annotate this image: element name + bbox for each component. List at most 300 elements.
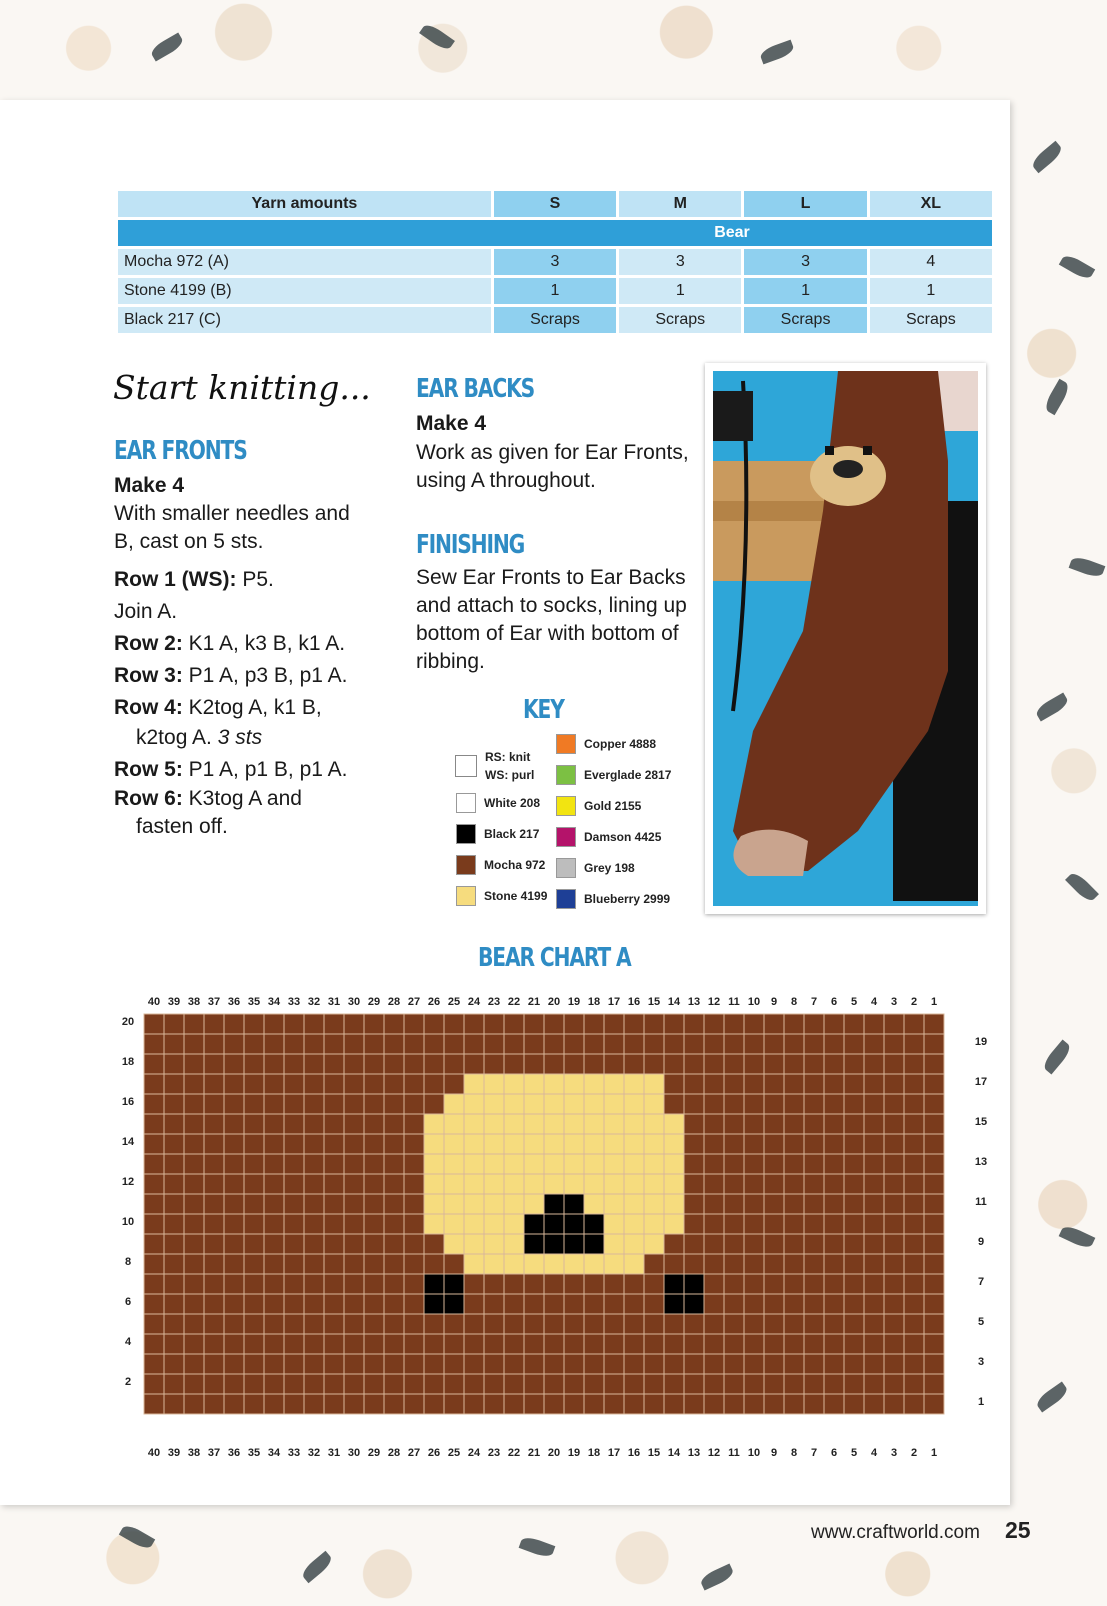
row-text: K2tog A, k1 B,	[182, 696, 322, 719]
chart-cell	[804, 1254, 824, 1274]
blank-swatch	[455, 755, 477, 777]
column-number: 32	[307, 996, 321, 1008]
chart-cell	[784, 1294, 804, 1314]
chart-cell	[164, 1114, 184, 1134]
chart-cell	[444, 1114, 464, 1134]
chart-cell	[184, 1094, 204, 1114]
chart-cell	[824, 1254, 844, 1274]
chart-cell	[484, 1214, 504, 1234]
chart-cell	[844, 1214, 864, 1234]
chart-cell	[844, 1394, 864, 1414]
table-band-row	[118, 220, 992, 246]
chart-cell	[144, 1254, 164, 1274]
chart-cell	[464, 1254, 484, 1274]
page-number: 25	[1005, 1517, 1031, 1543]
chart-cell	[184, 1234, 204, 1254]
chart-cell	[884, 1134, 904, 1154]
chart-cell	[844, 1054, 864, 1074]
chart-cell	[364, 1294, 384, 1314]
chart-cell	[524, 1334, 544, 1354]
key-rs-label: RS: knit	[485, 750, 531, 764]
chart-cell	[584, 1074, 604, 1094]
chart-cell	[444, 1154, 464, 1174]
chart-cell	[264, 1174, 284, 1194]
chart-cell	[744, 1174, 764, 1194]
chart-cell	[324, 1174, 344, 1194]
chart-cell	[844, 1174, 864, 1194]
chart-cell	[304, 1054, 324, 1074]
chart-cell	[684, 1274, 704, 1294]
chart-cell	[564, 1234, 584, 1254]
chart-cell	[364, 1274, 384, 1294]
chart-cell	[764, 1354, 784, 1374]
table-cell: Scraps	[619, 307, 741, 333]
chart-cell	[244, 1354, 264, 1374]
chart-cell	[304, 1014, 324, 1034]
chart-cell	[684, 1234, 704, 1254]
chart-cell	[484, 1114, 504, 1134]
chart-cell	[324, 1254, 344, 1274]
chart-cell	[204, 1294, 224, 1314]
chart-cell	[184, 1034, 204, 1054]
chart-cell	[644, 1074, 664, 1094]
chart-cell	[424, 1014, 444, 1034]
chart-cell	[844, 1354, 864, 1374]
chart-cell	[924, 1334, 944, 1354]
chart-cell	[204, 1134, 224, 1154]
chart-cell	[724, 1154, 744, 1174]
chart-cell	[804, 1134, 824, 1154]
chart-cell	[624, 1394, 644, 1414]
chart-cell	[644, 1134, 664, 1154]
chart-cell	[264, 1134, 284, 1154]
chart-cell	[544, 1234, 564, 1254]
chart-cell	[704, 1354, 724, 1374]
chart-cell	[584, 1314, 604, 1334]
chart-cell	[324, 1274, 344, 1294]
pattern-row	[114, 662, 347, 690]
chart-cell	[304, 1034, 324, 1054]
chart-cell	[904, 1214, 924, 1234]
chart-cell	[624, 1074, 644, 1094]
row-number: 15	[974, 1116, 988, 1128]
chart-cell	[484, 1374, 504, 1394]
table-header: XL	[870, 191, 992, 217]
chart-cell	[764, 1174, 784, 1194]
chart-cell	[144, 1174, 164, 1194]
chart-cell	[204, 1114, 224, 1134]
chart-cell	[184, 1114, 204, 1134]
column-number: 6	[830, 996, 838, 1008]
chart-cell	[324, 1114, 344, 1134]
chart-cell	[644, 1194, 664, 1214]
chart-cell	[764, 1154, 784, 1174]
column-number: 21	[527, 1447, 541, 1459]
chart-cell	[624, 1014, 644, 1034]
chart-cell	[184, 1014, 204, 1034]
chart-cell	[144, 1194, 164, 1214]
chart-cell	[384, 1394, 404, 1414]
chart-cell	[224, 1074, 244, 1094]
chart-cell	[784, 1374, 804, 1394]
chart-cell	[604, 1214, 624, 1234]
chart-cell	[284, 1374, 304, 1394]
chart-cell	[344, 1274, 364, 1294]
chart-cell	[644, 1374, 664, 1394]
row-label: Row 5:	[114, 758, 183, 781]
chart-cell	[484, 1094, 504, 1114]
column-number: 26	[427, 996, 441, 1008]
chart-cell	[744, 1074, 764, 1094]
chart-cell	[144, 1094, 164, 1114]
chart-cell	[204, 1094, 224, 1114]
chart-cell	[784, 1334, 804, 1354]
chart-cell	[604, 1374, 624, 1394]
chart-cell	[304, 1214, 324, 1234]
chart-cell	[444, 1054, 464, 1074]
column-number: 29	[367, 1447, 381, 1459]
column-number: 24	[467, 1447, 481, 1459]
chart-cell	[384, 1114, 404, 1134]
chart-cell	[264, 1214, 284, 1234]
chart-cell	[584, 1334, 604, 1354]
chart-cell	[364, 1394, 384, 1414]
chart-cell	[144, 1054, 164, 1074]
chart-cell	[284, 1254, 304, 1274]
chart-cell	[564, 1374, 584, 1394]
chart-cell	[824, 1354, 844, 1374]
chart-cell	[864, 1314, 884, 1334]
chart-cell	[464, 1294, 484, 1314]
chart-cell	[924, 1274, 944, 1294]
chart-cell	[624, 1274, 644, 1294]
chart-cell	[604, 1014, 624, 1034]
chart-cell	[204, 1214, 224, 1234]
chart-cell	[744, 1354, 764, 1374]
finishing-text: Sew Ear Fronts to Ear Backs and attach to socks, lining up bottom of Ear with bottom of ribbing.	[416, 566, 687, 673]
chart-cell	[584, 1114, 604, 1134]
chart-cell	[164, 1094, 184, 1114]
column-number: 22	[507, 1447, 521, 1459]
chart-cell	[404, 1014, 424, 1034]
chart-cell	[804, 1234, 824, 1254]
chart-cell	[604, 1094, 624, 1114]
chart-cell	[864, 1034, 884, 1054]
chart-cell	[784, 1234, 804, 1254]
chart-cell	[804, 1274, 824, 1294]
chart-cell	[884, 1374, 904, 1394]
chart-cell	[704, 1234, 724, 1254]
chart-cell	[404, 1054, 424, 1074]
chart-cell	[564, 1314, 584, 1334]
chart-cell	[624, 1334, 644, 1354]
chart-cell	[684, 1294, 704, 1314]
chart-cell	[324, 1094, 344, 1114]
chart-cell	[244, 1054, 264, 1074]
chart-cell	[904, 1314, 924, 1334]
chart-cell	[344, 1014, 364, 1034]
chart-cell	[604, 1134, 624, 1154]
chart-cell	[764, 1014, 784, 1034]
row-text: P5.	[236, 568, 274, 591]
chart-cell	[144, 1074, 164, 1094]
pattern-row	[114, 566, 274, 594]
chart-cell	[504, 1354, 524, 1374]
chart-cell	[604, 1054, 624, 1074]
chart-cell	[844, 1374, 864, 1394]
key-item	[556, 796, 641, 816]
chart-cell	[404, 1334, 424, 1354]
chart-cell	[864, 1354, 884, 1374]
chart-cell	[444, 1294, 464, 1314]
chart-cell	[244, 1074, 264, 1094]
chart-cell	[744, 1114, 764, 1134]
chart-cell	[604, 1314, 624, 1334]
chart-cell	[524, 1254, 544, 1274]
chart-cell	[364, 1334, 384, 1354]
chart-cell	[684, 1034, 704, 1054]
chart-cell	[504, 1214, 524, 1234]
chart-cell	[384, 1294, 404, 1314]
chart-cell	[304, 1174, 324, 1194]
chart-cell	[364, 1194, 384, 1214]
row-number: 14	[121, 1136, 135, 1148]
chart-cell	[904, 1074, 924, 1094]
chart-cell	[744, 1194, 764, 1214]
chart-cell	[664, 1214, 684, 1234]
chart-cell	[744, 1314, 764, 1334]
chart-cell	[784, 1154, 804, 1174]
chart-cell	[564, 1394, 584, 1414]
chart-cell	[464, 1394, 484, 1414]
chart-cell	[684, 1254, 704, 1274]
chart-cell	[484, 1194, 504, 1214]
chart-cell	[484, 1274, 504, 1294]
chart-cell	[704, 1034, 724, 1054]
chart-cell	[884, 1354, 904, 1374]
chart-cell	[424, 1094, 444, 1114]
chart-cell	[264, 1334, 284, 1354]
column-number: 1	[930, 996, 938, 1008]
chart-cell	[704, 1334, 724, 1354]
chart-cell	[564, 1134, 584, 1154]
chart-cell	[744, 1294, 764, 1314]
chart-cell	[244, 1374, 264, 1394]
chart-cell	[724, 1094, 744, 1114]
chart-cell	[484, 1354, 504, 1374]
chart-cell	[484, 1074, 504, 1094]
chart-cell	[224, 1334, 244, 1354]
chart-cell	[804, 1334, 824, 1354]
chart-cell	[384, 1194, 404, 1214]
chart-cell	[784, 1054, 804, 1074]
chart-cell	[604, 1034, 624, 1054]
chart-cell	[604, 1394, 624, 1414]
chart-cell	[544, 1354, 564, 1374]
chart-cell	[364, 1234, 384, 1254]
chart-cell	[444, 1034, 464, 1054]
column-number: 10	[747, 996, 761, 1008]
chart-cell	[704, 1274, 724, 1294]
row-number: 9	[977, 1236, 985, 1248]
chart-cell	[924, 1254, 944, 1274]
chart-cell	[844, 1114, 864, 1134]
chart-cell	[424, 1374, 444, 1394]
chart-cell	[564, 1334, 584, 1354]
column-number: 2	[910, 996, 918, 1008]
chart-cell	[424, 1114, 444, 1134]
chart-cell	[644, 1174, 664, 1194]
chart-cell	[444, 1194, 464, 1214]
chart-cell	[884, 1174, 904, 1194]
chart-cell	[824, 1134, 844, 1154]
chart-cell	[304, 1254, 324, 1274]
chart-cell	[464, 1234, 484, 1254]
chart-cell	[784, 1394, 804, 1414]
row-number: 7	[977, 1276, 985, 1288]
color-swatch	[556, 889, 576, 909]
chart-cell	[544, 1034, 564, 1054]
chart-cell	[224, 1274, 244, 1294]
chart-cell	[364, 1134, 384, 1154]
column-number: 38	[187, 1447, 201, 1459]
chart-cell	[704, 1194, 724, 1214]
chart-cell	[304, 1194, 324, 1214]
chart-cell	[164, 1054, 184, 1074]
chart-cell	[644, 1334, 664, 1354]
chart-cell	[844, 1074, 864, 1094]
chart-cell	[184, 1134, 204, 1154]
chart-cell	[424, 1294, 444, 1314]
chart-cell	[224, 1014, 244, 1034]
chart-cell	[844, 1194, 864, 1214]
chart-cell	[664, 1374, 684, 1394]
chart-cell	[704, 1294, 724, 1314]
chart-cell	[464, 1074, 484, 1094]
chart-cell	[924, 1214, 944, 1234]
chart-cell	[164, 1354, 184, 1374]
chart-cell	[164, 1074, 184, 1094]
chart-cell	[784, 1354, 804, 1374]
chart-cell	[404, 1274, 424, 1294]
chart-cell	[764, 1094, 784, 1114]
chart-cell	[604, 1334, 624, 1354]
chart-cell	[644, 1294, 664, 1314]
column-number: 4	[870, 1447, 878, 1459]
chart-cell	[804, 1394, 824, 1414]
chart-cell	[644, 1094, 664, 1114]
column-number: 28	[387, 1447, 401, 1459]
chart-cell	[364, 1014, 384, 1034]
pattern-row	[114, 694, 322, 722]
chart-cell	[664, 1054, 684, 1074]
chart-cell	[884, 1114, 904, 1134]
pattern-row-cont	[136, 724, 262, 752]
chart-cell	[804, 1054, 824, 1074]
chart-cell	[424, 1214, 444, 1234]
chart-cell	[744, 1214, 764, 1234]
chart-cell	[584, 1354, 604, 1374]
chart-cell	[624, 1194, 644, 1214]
chart-cell	[204, 1334, 224, 1354]
chart-cell	[344, 1054, 364, 1074]
table-row	[118, 278, 992, 304]
chart-cell	[144, 1214, 164, 1234]
chart-cell	[804, 1014, 824, 1034]
chart-cell	[504, 1174, 524, 1194]
chart-cell	[864, 1294, 884, 1314]
chart-cell	[384, 1034, 404, 1054]
chart-cell	[284, 1014, 304, 1034]
row-number: 11	[975, 1196, 987, 1208]
chart-cell	[624, 1154, 644, 1174]
chart-cell	[644, 1354, 664, 1374]
chart-cell	[744, 1154, 764, 1174]
chart-cell	[444, 1394, 464, 1414]
chart-cell	[664, 1354, 684, 1374]
chart-cell	[344, 1154, 364, 1174]
chart-cell	[824, 1374, 844, 1394]
color-swatch	[556, 827, 576, 847]
chart-cell	[324, 1054, 344, 1074]
row-label: Row 1 (WS):	[114, 568, 237, 591]
column-number: 19	[567, 1447, 581, 1459]
chart-cell	[724, 1394, 744, 1414]
chart-cell	[824, 1394, 844, 1414]
chart-cell	[424, 1334, 444, 1354]
chart-cell	[144, 1014, 164, 1034]
chart-cell	[224, 1174, 244, 1194]
chart-cell	[264, 1254, 284, 1274]
chart-cell	[324, 1354, 344, 1374]
chart-cell	[804, 1074, 824, 1094]
column-number: 3	[890, 996, 898, 1008]
chart-cell	[384, 1154, 404, 1174]
column-number: 40	[147, 1447, 161, 1459]
chart-cell	[144, 1334, 164, 1354]
chart-cell	[384, 1354, 404, 1374]
chart-cell	[844, 1034, 864, 1054]
chart-cell	[564, 1114, 584, 1134]
chart-cell	[664, 1034, 684, 1054]
table-header: M	[619, 191, 741, 217]
chart-cell	[884, 1014, 904, 1034]
chart-cell	[384, 1094, 404, 1114]
chart-cell	[824, 1274, 844, 1294]
table-row	[118, 307, 992, 333]
chart-cell	[264, 1074, 284, 1094]
column-number: 37	[207, 1447, 221, 1459]
chart-cell	[804, 1214, 824, 1234]
chart-cell	[924, 1014, 944, 1034]
column-number: 21	[527, 996, 541, 1008]
chart-cell	[444, 1314, 464, 1334]
chart-cell	[504, 1134, 524, 1154]
chart-cell	[184, 1154, 204, 1174]
chart-cell	[384, 1334, 404, 1354]
chart-cell	[904, 1114, 924, 1134]
chart-cell	[504, 1094, 524, 1114]
chart-cell	[404, 1034, 424, 1054]
chart-cell	[544, 1314, 564, 1334]
chart-cell	[464, 1054, 484, 1074]
table-cell: 3	[619, 249, 741, 275]
chart-cell	[864, 1394, 884, 1414]
color-swatch	[456, 855, 476, 875]
column-number: 19	[567, 996, 581, 1008]
chart-cell	[384, 1174, 404, 1194]
chart-cell	[444, 1134, 464, 1154]
